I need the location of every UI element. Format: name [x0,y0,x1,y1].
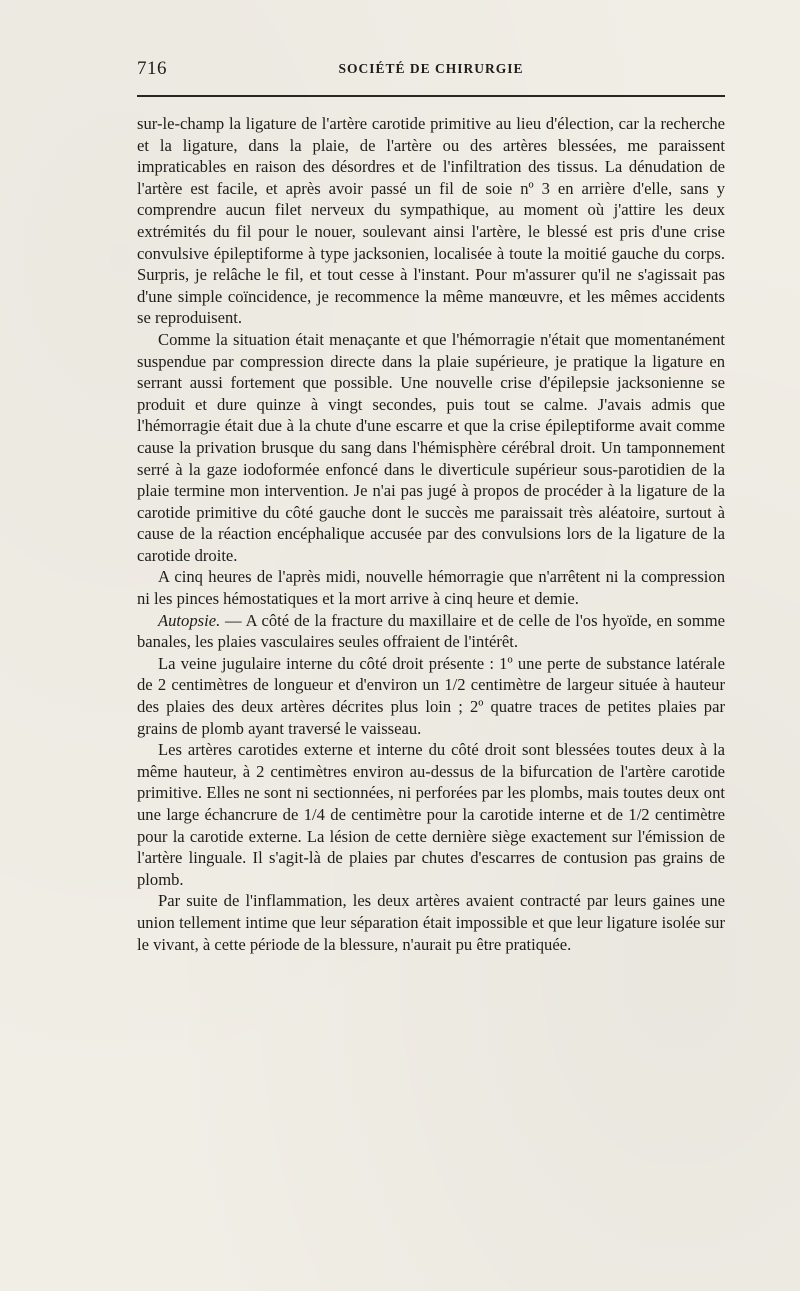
paragraph [137,739,725,890]
paragraph-text: La veine jugulaire interne du côté droit présente : 1º une perte de substance latérale de 2 centimètres de longueur et d'environ un 1/2 centimètre de largeur située à hauteur des plaies des deux artères décrites plus loin ; 2º quatre traces de petites plaies par grains de plomb ayant traversé le vaisseau. [137,653,725,738]
paragraph-continued [137,113,725,329]
paragraph-text: Comme la situation était menaçante et que l'hémorragie n'était que momentanément suspendue par compression directe dans la plaie supérieure, je pratique la ligature en serrant aussi fortement que possible. Une nouvelle crise d'épilepsie jacksonienne se produit et dure quinze à vingt secondes, puis tout se calme. J'avais admis que l'hémorragie était due à la chute d'une escarre et que la crise épileptiforme avait comme cause la privation brusque du sang dans l'hémisphère cérébral droit. Un tamponnement serré à la gaze iodoformée enfoncé dans le diverticule supérieur sous-parotidien de la plaie termine mon intervention. Je n'ai pas jugé à propos de procéder à la ligature de la carotide primitive du côté gauche dont le succès me paraissait très aléatoire, surtout à cause de la réaction encéphalique accusée par des convulsions lors de la ligature de la carotide droite. [137,329,725,565]
paragraph [137,566,725,609]
paragraph [137,653,725,739]
running-title: SOCIÉTÉ DE CHIRURGIE [338,61,524,76]
body-text [137,113,725,955]
header-rule [137,95,725,97]
paragraph [137,329,725,567]
paragraph-text: Les artères carotides externe et interne du côté droit sont blessées toutes deux à la même hauteur, à 2 centimètres environ au-dessus de la bifurcation de l'artère carotide primitive. Elles ne sont ni sectionnées, ni perforées par les plombs, mais toutes deux ont une large échancrure de 1/4 de centimètre pour la carotide interne et de 1/2 centimètre pour la carotide externe. La lésion de cette dernière siège exactement sur l'émission de l'artère linguale. Il s'agit-là de plaies par chutes d'escarres de contusion pas grains de plomb. [137,740,725,889]
paragraph-text: A cinq heures de l'après midi, nouvelle hémorragie que n'arrêtent ni la compression ni les pinces hémostatiques et la mort arrive à cinq heure et demie. [137,567,725,609]
paragraph-text: — A côté de la fracture du maxillaire et de celle de l'os hyoïde, en somme banales, les plaies vasculaires seules offraient de l'intérêt. [137,610,725,652]
paragraph [137,890,725,955]
paragraph-autopsie [137,610,725,653]
page-header [137,58,725,84]
section-heading-autopsie: Autopsie. [158,610,221,630]
paragraph-text: Par suite de l'inflammation, les deux artères avaient contracté par leurs gaines une union tellement intime que leur séparation était impossible et que leur ligature isolée sur le vivant, à cette période de la blessure, n'aurait pu être pratiquée. [137,891,725,954]
paragraph-text: sur-le-champ la ligature de l'artère carotide primitive au lieu d'élection, car la recherche et la ligature, dans la plaie, de l'artère ou des artères blessées, me paraissent impraticables en raison des désordres et de l'infiltration des tissus. La dénudation de l'artère est facile, et après avoir passé un fil de soie nº 3 en arrière d'elle, sans y comprendre aucun filet nerveux du sympathique, au moment où j'attire les deux extrémités du fil pour le nouer, soulevant ainsi l'artère, le blessé est pris d'une crise convulsive épileptiforme à type jacksonien, localisée à toute la moitié gauche du corps. Surpris, je relâche le fil, et tout cesse à l'instant. Pour m'assurer qu'il ne s'agissait pas d'une simple coïncidence, je recommence la même manœuvre, et les mêmes accidents se reproduisent. [137,114,725,328]
page-number: 716 [137,58,167,79]
